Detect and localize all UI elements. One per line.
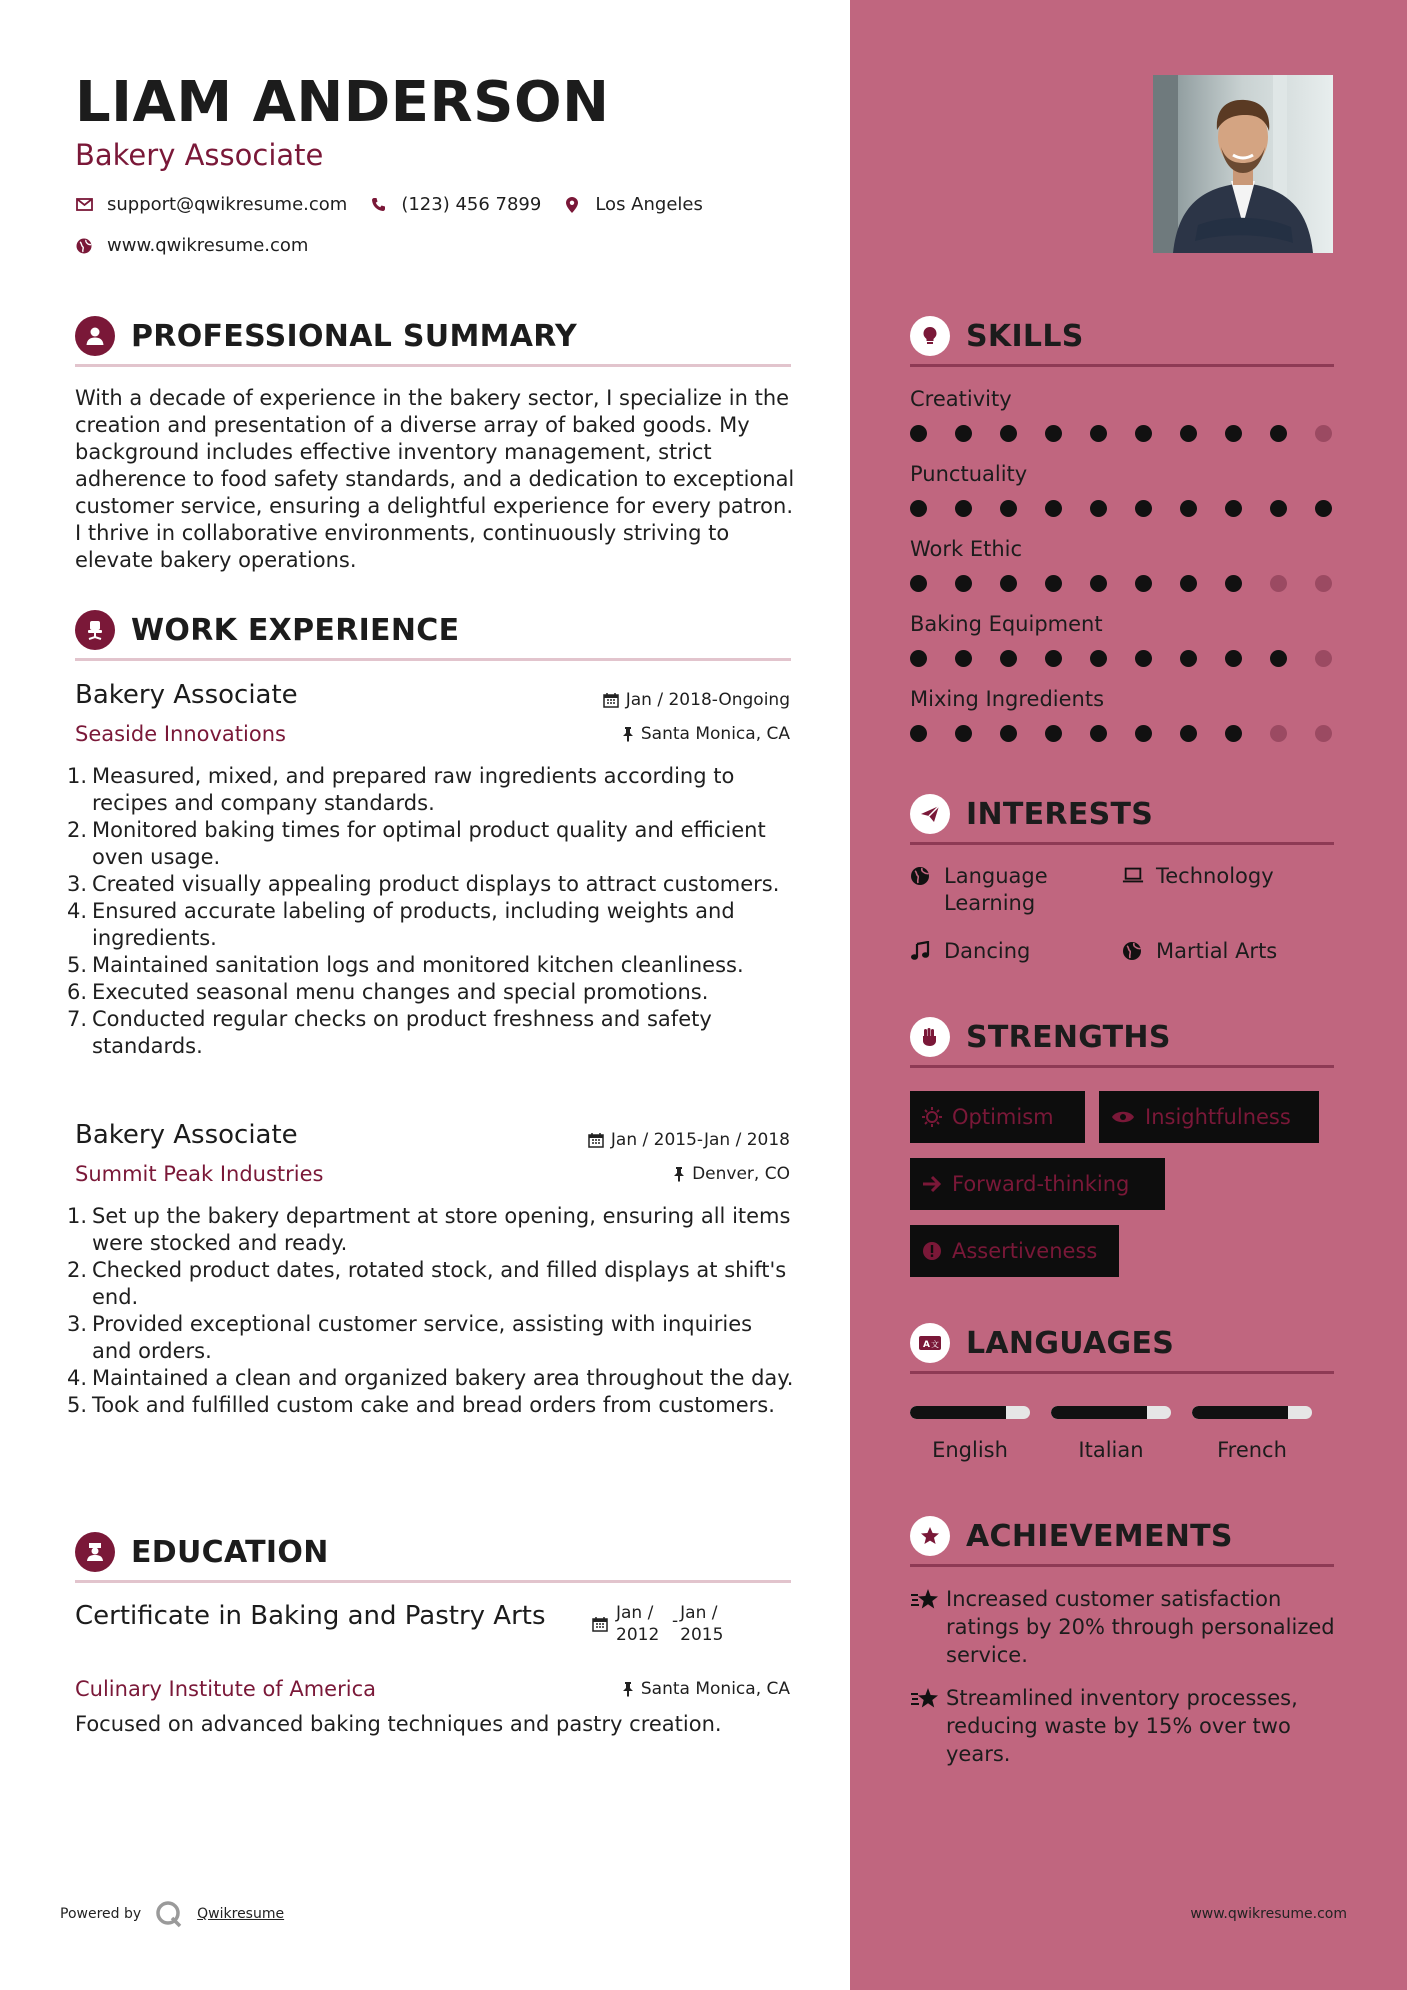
summary-text: With a decade of experience in the bakery sector, I specialize in the creation and presentation of a diverse array of baked goods. My background includes effective inventory management, strict adherence to food safety standards, and a dedication to exceptional customer service, ensuring a delightful experience for every patron. I thrive in collaborative environments, continuously striving to elevate bakery operations. (75, 386, 795, 572)
location-text: Los Angeles (595, 194, 703, 215)
strength-tag (1099, 1091, 1319, 1143)
languages-title: LANGUAGES (966, 1325, 1175, 1361)
skill-dot-empty (1270, 575, 1287, 592)
achievement-text: Increased customer satisfaction ratings by 20% through personalized service. (946, 1587, 1335, 1667)
skill-dot-filled (1180, 500, 1197, 517)
skills-heading (910, 316, 1084, 356)
education-start: Jan / 2012 (616, 1603, 660, 1645)
interests-heading (910, 794, 1153, 834)
skill-dot-filled (1135, 725, 1152, 742)
strength-label: Assertiveness (952, 1239, 1098, 1263)
skill-dot-empty (1315, 725, 1332, 742)
job-company: Summit Peak Industries (75, 1162, 324, 1186)
shooting-star-icon (910, 1585, 946, 1669)
pushpin-icon (622, 726, 634, 742)
strength-tag (910, 1158, 1165, 1210)
skill-dot-filled (1270, 500, 1287, 517)
globe-icon (1122, 938, 1144, 961)
skill-dot-filled (910, 425, 927, 442)
skill-dot-empty (1270, 725, 1287, 742)
skill-name: Work Ethic (910, 537, 1023, 561)
achievements-divider (910, 1564, 1334, 1567)
website-row (75, 235, 308, 256)
music-icon (910, 938, 932, 961)
arrow-right-icon (922, 1175, 942, 1193)
list-item: 5. Maintained sanitation logs and monitored kitchen cleanliness. (67, 953, 744, 977)
candidate-name: LIAM ANDERSON (75, 70, 610, 135)
skill-dot-filled (1045, 575, 1062, 592)
list-item: 7. Conducted regular checks on product freshness and safety standards. (67, 1007, 712, 1058)
contact-row (75, 194, 703, 215)
skill-dot-filled (955, 575, 972, 592)
skill-name: Punctuality (910, 462, 1028, 486)
skill-dot-filled (1135, 650, 1152, 667)
skills-divider (910, 364, 1334, 367)
language-level-fill (910, 1406, 1006, 1419)
interest-item (910, 938, 1030, 965)
skill-dot-empty (1315, 425, 1332, 442)
job-location-text: Denver, CO (692, 1164, 790, 1184)
office-chair-icon (75, 610, 115, 650)
job-bullets (67, 763, 797, 1060)
achievement-item (910, 1585, 1340, 1669)
language-level-bar (910, 1406, 1030, 1419)
skill-dot-filled (1225, 425, 1242, 442)
list-item: 4. Maintained a clean and organized bakery area throughout the day. (67, 1366, 794, 1390)
strength-label: Insightfulness (1145, 1105, 1291, 1129)
achievements-title: ACHIEVEMENTS (966, 1518, 1233, 1554)
strengths-divider (910, 1065, 1334, 1068)
skill-dot-filled (1135, 500, 1152, 517)
list-item: 2. Checked product dates, rotated stock, and filled displays at shift's end. (67, 1258, 787, 1309)
calendar-icon (592, 1602, 608, 1646)
skill-dot-filled (1225, 650, 1242, 667)
education-dates (592, 1602, 723, 1646)
user-icon (75, 316, 115, 356)
skill-dot-filled (1090, 725, 1107, 742)
interest-item (1122, 863, 1274, 890)
paper-plane-icon (910, 794, 950, 834)
skills-title: SKILLS (966, 318, 1084, 354)
lightbulb-icon (910, 316, 950, 356)
experience-heading (75, 610, 459, 650)
globe-icon (910, 863, 932, 886)
language-name: French (1217, 1438, 1287, 1462)
translate-icon (910, 1323, 950, 1363)
calendar-icon (603, 692, 619, 708)
svg-text:文: 文 (931, 1340, 939, 1349)
list-item: 3. Created visually appealing product displays to attract customers. (67, 872, 780, 896)
interests-title: INTERESTS (966, 796, 1154, 832)
map-pin-icon (563, 196, 581, 214)
candidate-role: Bakery Associate (75, 138, 324, 172)
strength-label: Forward-thinking (952, 1172, 1130, 1196)
shooting-star-icon (910, 1684, 946, 1768)
skill-dot-filled (955, 725, 972, 742)
skill-rating (910, 500, 1360, 517)
globe-icon (75, 237, 93, 255)
skill-dot-filled (910, 500, 927, 517)
education-degree: Certificate in Baking and Pastry Arts (75, 1601, 546, 1631)
star-badge-icon (910, 1516, 950, 1556)
achievement-text: Streamlined inventory processes, reducing waste by 15% over two years. (946, 1686, 1298, 1766)
skill-dot-filled (1000, 575, 1017, 592)
skill-rating (910, 425, 1360, 442)
skill-name: Creativity (910, 387, 1012, 411)
skill-dot-filled (1045, 725, 1062, 742)
list-item: 1. Measured, mixed, and prepared raw ingredients according to recipes and company standards. (67, 764, 735, 815)
skill-dot-filled (1180, 425, 1197, 442)
skill-dot-filled (955, 500, 972, 517)
fist-icon (910, 1017, 950, 1057)
skill-dot-filled (1000, 500, 1017, 517)
svg-text:A: A (923, 1340, 930, 1350)
skill-rating (910, 725, 1360, 742)
skill-dot-filled (910, 650, 927, 667)
language-level-fill (1051, 1406, 1147, 1419)
qwikresume-logo-icon (155, 1900, 183, 1928)
powered-by (60, 1900, 284, 1928)
strengths-heading (910, 1017, 1171, 1057)
list-item: 1. Set up the bakery department at store opening, ensuring all items were stocked and ready. (67, 1204, 791, 1255)
envelope-icon (75, 196, 93, 214)
sun-icon (922, 1107, 942, 1127)
job-title: Bakery Associate (75, 680, 298, 710)
list-item: 5. Took and fulfilled custom cake and bread orders from customers. (67, 1393, 775, 1417)
interest-item (910, 863, 1048, 917)
skill-dot-filled (1135, 425, 1152, 442)
summary-divider (75, 364, 791, 367)
strength-tag (910, 1091, 1085, 1143)
skill-dot-filled (1000, 425, 1017, 442)
skill-dot-filled (1090, 500, 1107, 517)
education-school: Culinary Institute of America (75, 1677, 376, 1701)
achievements-heading (910, 1516, 1233, 1556)
laptop-icon (1122, 863, 1144, 884)
list-item: 6. Executed seasonal menu changes and special promotions. (67, 980, 709, 1004)
graduate-icon (75, 1532, 115, 1572)
interest-label: Learning (944, 891, 1036, 915)
skill-dot-filled (1315, 500, 1332, 517)
phone-number[interactable]: (123) 456 7899 (401, 194, 542, 215)
exclamation-icon (922, 1241, 942, 1261)
experience-title: WORK EXPERIENCE (131, 612, 460, 648)
skill-rating (910, 575, 1360, 592)
experience-divider (75, 658, 791, 661)
job-company: Seaside Innovations (75, 722, 286, 746)
powered-by-text: Powered by (60, 1906, 142, 1922)
language-name: Italian (1078, 1438, 1144, 1462)
eye-icon (1111, 1109, 1135, 1125)
website-link[interactable]: www.qwikresume.com (107, 235, 309, 256)
profile-photo (1153, 75, 1333, 253)
interest-label: Language (944, 864, 1048, 888)
skill-dot-filled (1135, 575, 1152, 592)
skill-dot-empty (1315, 650, 1332, 667)
language-level-bar (1192, 1406, 1312, 1419)
job-dates (603, 690, 790, 710)
education-title: EDUCATION (131, 1534, 329, 1570)
job-bullets (67, 1203, 797, 1419)
languages-divider (910, 1371, 1334, 1374)
education-location-text: Santa Monica, CA (640, 1679, 790, 1699)
interests-divider (910, 842, 1334, 845)
strengths-title: STRENGTHS (966, 1019, 1171, 1055)
skill-dot-filled (1045, 425, 1062, 442)
education-end: Jan / 2015 (680, 1603, 724, 1645)
skill-dot-filled (910, 725, 927, 742)
skill-name: Baking Equipment (910, 612, 1103, 636)
skill-dot-filled (1045, 650, 1062, 667)
phone-icon (369, 196, 387, 214)
interest-label: Technology (1156, 864, 1274, 888)
footer-website[interactable]: www.qwikresume.com (1190, 1906, 1347, 1922)
interest-label: Martial Arts (1156, 939, 1278, 963)
language-level-fill (1192, 1406, 1288, 1419)
interest-label: Dancing (944, 939, 1031, 963)
skill-dot-filled (1180, 575, 1197, 592)
skill-dot-filled (1090, 425, 1107, 442)
pushpin-icon (622, 1681, 634, 1697)
education-divider (75, 1580, 791, 1583)
skill-rating (910, 650, 1360, 667)
summary-title: PROFESSIONAL SUMMARY (131, 318, 578, 354)
skill-dot-filled (910, 575, 927, 592)
job-dates (588, 1130, 790, 1150)
list-item: 4. Ensured accurate labeling of products, including weights and ingredients. (67, 899, 735, 950)
skill-dot-filled (1270, 650, 1287, 667)
skill-dot-filled (1225, 575, 1242, 592)
email-link[interactable]: support@qwikresume.com (107, 194, 348, 215)
languages-heading (910, 1323, 1174, 1363)
pushpin-icon (673, 1166, 685, 1182)
skill-dot-filled (1090, 650, 1107, 667)
job-dates-text: Jan / 2015-Jan / 2018 (610, 1130, 790, 1150)
skill-dot-filled (1045, 500, 1062, 517)
skill-dot-filled (1180, 650, 1197, 667)
language-level-bar (1051, 1406, 1171, 1419)
strength-label: Optimism (952, 1105, 1054, 1129)
job-location (622, 724, 790, 744)
job-location (673, 1164, 790, 1184)
date-dash: - (672, 1611, 679, 1631)
job-dates-text: Jan / 2018-Ongoing (625, 690, 790, 710)
qwikresume-link[interactable]: Qwikresume (197, 1906, 285, 1922)
skill-dot-filled (955, 650, 972, 667)
skill-dot-filled (955, 425, 972, 442)
education-location (622, 1679, 790, 1699)
calendar-icon (588, 1132, 604, 1148)
list-item: 3. Provided exceptional customer service, assisting with inquiries and orders. (67, 1312, 753, 1363)
job-title: Bakery Associate (75, 1120, 298, 1150)
language-name: English (932, 1438, 1008, 1462)
skill-dot-empty (1315, 575, 1332, 592)
job-location-text: Santa Monica, CA (640, 724, 790, 744)
interest-item (1122, 938, 1277, 965)
skill-dot-filled (1225, 500, 1242, 517)
skill-dot-filled (1000, 650, 1017, 667)
skill-dot-filled (1090, 575, 1107, 592)
skill-name: Mixing Ingredients (910, 687, 1105, 711)
skill-dot-filled (1180, 725, 1197, 742)
list-item: 2. Monitored baking times for optimal product quality and efficient oven usage. (67, 818, 766, 869)
skill-dot-filled (1225, 725, 1242, 742)
achievement-item (910, 1684, 1340, 1768)
strength-tag (910, 1225, 1119, 1277)
education-heading (75, 1532, 329, 1572)
skill-dot-filled (1270, 425, 1287, 442)
summary-heading (75, 316, 577, 356)
education-description: Focused on advanced baking techniques and pastry creation. (75, 1712, 722, 1736)
skill-dot-filled (1000, 725, 1017, 742)
